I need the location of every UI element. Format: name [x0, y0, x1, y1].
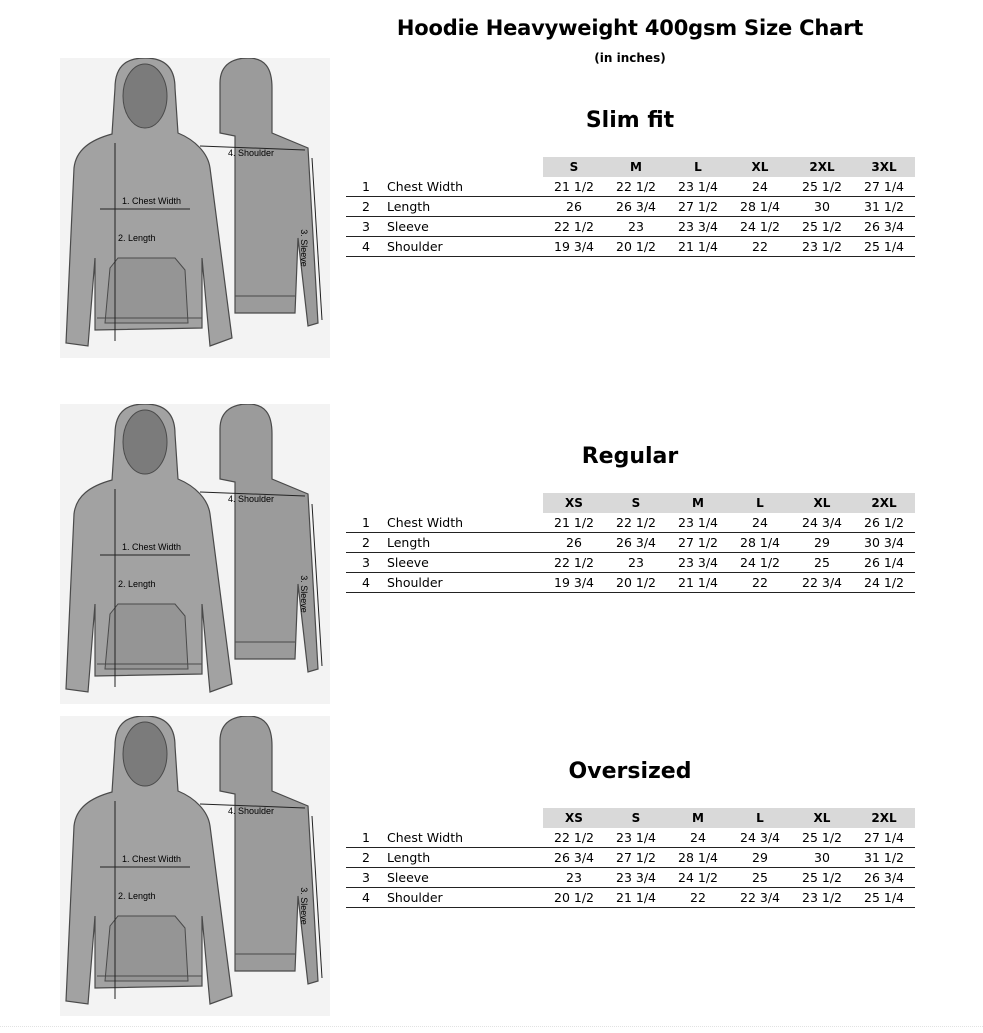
row-number: 3	[346, 553, 386, 573]
table-cell: 26 3/4	[853, 868, 915, 888]
shoulder-label: 4. Shoulder	[228, 494, 275, 504]
table-cell: 23	[605, 553, 667, 573]
row-number: 4	[346, 237, 386, 257]
row-label: Sleeve	[386, 868, 543, 888]
table-cell: 24 3/4	[791, 513, 853, 533]
length-label: 2. Length	[118, 233, 156, 243]
table-cell: 25 1/2	[791, 177, 853, 197]
shoulder-label: 4. Shoulder	[228, 148, 275, 158]
size-header: 2XL	[853, 808, 915, 828]
length-label: 2. Length	[118, 891, 156, 901]
table-cell: 19 3/4	[543, 237, 605, 257]
size-header: XL	[791, 808, 853, 828]
hoodie-measurement-icon	[60, 58, 330, 358]
row-label: Length	[386, 848, 543, 868]
header-blank	[346, 493, 386, 513]
sleeve-label: 3. Sleeve	[298, 229, 309, 267]
table-cell: 25	[791, 553, 853, 573]
table-cell: 26 1/4	[853, 553, 915, 573]
table-cell: 20 1/2	[543, 888, 605, 908]
table-row	[346, 237, 915, 257]
page-subtitle: (in inches)	[594, 51, 666, 65]
row-number: 3	[346, 217, 386, 237]
size-header: S	[605, 493, 667, 513]
section-title: Oversized	[568, 759, 692, 784]
table-cell: 25 1/2	[791, 868, 853, 888]
table-row	[346, 513, 915, 533]
table-header-row	[346, 157, 915, 177]
size-table	[346, 808, 915, 908]
table-cell: 27 1/2	[605, 848, 667, 868]
table-cell: 26	[543, 533, 605, 553]
table-cell: 22 1/2	[543, 217, 605, 237]
page-title: Hoodie Heavyweight 400gsm Size Chart	[396, 16, 864, 40]
header-blank	[386, 157, 543, 177]
table-cell: 23 1/4	[605, 828, 667, 848]
table-cell: 30	[791, 848, 853, 868]
table-cell: 26 1/2	[853, 513, 915, 533]
hoodie-diagram	[60, 58, 330, 358]
size-header: XS	[543, 808, 605, 828]
table-cell: 22	[729, 573, 791, 593]
table-header-row	[346, 808, 915, 828]
table-cell: 19 3/4	[543, 573, 605, 593]
table-cell: 27 1/4	[853, 828, 915, 848]
size-table	[346, 157, 915, 257]
row-number: 1	[346, 513, 386, 533]
chest-label: 1. Chest Width	[122, 854, 182, 864]
size-header: S	[543, 157, 605, 177]
table-cell: 23 1/4	[667, 513, 729, 533]
table-cell: 28 1/4	[729, 533, 791, 553]
shoulder-label: 4. Shoulder	[228, 806, 275, 816]
table-cell: 28 1/4	[729, 197, 791, 217]
section-title: Regular	[581, 444, 679, 469]
table-cell: 26 3/4	[605, 197, 667, 217]
table-cell: 24 3/4	[729, 828, 791, 848]
row-label: Shoulder	[386, 237, 543, 257]
size-header: XL	[791, 493, 853, 513]
table-row	[346, 848, 915, 868]
header-blank	[346, 157, 386, 177]
size-header: L	[667, 157, 729, 177]
table-row	[346, 197, 915, 217]
size-header: L	[729, 493, 791, 513]
row-number: 1	[346, 828, 386, 848]
table-row	[346, 888, 915, 908]
table-cell: 23 3/4	[605, 868, 667, 888]
size-header: M	[605, 157, 667, 177]
table-cell: 28 1/4	[667, 848, 729, 868]
table-cell: 25	[729, 868, 791, 888]
table-cell: 24	[729, 177, 791, 197]
size-header: L	[729, 808, 791, 828]
size-header: 2XL	[853, 493, 915, 513]
table-row	[346, 828, 915, 848]
table-cell: 22 1/2	[605, 513, 667, 533]
size-header: 3XL	[853, 157, 915, 177]
table-cell: 23 1/2	[791, 237, 853, 257]
table-cell: 29	[791, 533, 853, 553]
row-number: 1	[346, 177, 386, 197]
table-cell: 22 1/2	[543, 553, 605, 573]
table-cell: 22	[729, 237, 791, 257]
table-cell: 24	[667, 828, 729, 848]
table-cell: 26 3/4	[605, 533, 667, 553]
chest-label: 1. Chest Width	[122, 542, 182, 552]
table-cell: 20 1/2	[605, 237, 667, 257]
table-cell: 22 1/2	[543, 828, 605, 848]
header-blank	[346, 808, 386, 828]
table-cell: 26 3/4	[853, 217, 915, 237]
row-label: Sleeve	[386, 553, 543, 573]
size-header: XS	[543, 493, 605, 513]
table-cell: 23	[543, 868, 605, 888]
table-cell: 20 1/2	[605, 573, 667, 593]
section-title: Slim fit	[585, 108, 675, 133]
table-header-row	[346, 493, 915, 513]
hoodie-measurement-icon	[60, 404, 330, 704]
table-cell: 22 3/4	[729, 888, 791, 908]
size-header: M	[667, 808, 729, 828]
size-header: XL	[729, 157, 791, 177]
table-cell: 21 1/4	[605, 888, 667, 908]
sleeve-label: 3. Sleeve	[298, 575, 309, 613]
table-cell: 24 1/2	[729, 217, 791, 237]
row-number: 2	[346, 533, 386, 553]
table-row	[346, 177, 915, 197]
table-cell: 26	[543, 197, 605, 217]
table-cell: 24 1/2	[853, 573, 915, 593]
table-cell: 21 1/2	[543, 513, 605, 533]
row-number: 2	[346, 197, 386, 217]
row-number: 2	[346, 848, 386, 868]
row-label: Chest Width	[386, 828, 543, 848]
table-cell: 27 1/2	[667, 197, 729, 217]
table-cell: 24 1/2	[729, 553, 791, 573]
table-cell: 31 1/2	[853, 848, 915, 868]
row-label: Length	[386, 533, 543, 553]
row-label: Shoulder	[386, 888, 543, 908]
header-blank	[386, 493, 543, 513]
length-label: 2. Length	[118, 579, 156, 589]
size-header: S	[605, 808, 667, 828]
table-cell: 25 1/4	[853, 888, 915, 908]
hoodie-measurement-icon	[60, 716, 330, 1016]
table-cell: 27 1/4	[853, 177, 915, 197]
table-cell: 21 1/4	[667, 237, 729, 257]
table-cell: 22	[667, 888, 729, 908]
table-row	[346, 217, 915, 237]
row-number: 4	[346, 888, 386, 908]
row-number: 4	[346, 573, 386, 593]
row-label: Chest Width	[386, 177, 543, 197]
table-cell: 21 1/2	[543, 177, 605, 197]
table-cell: 23 1/4	[667, 177, 729, 197]
table-cell: 24	[729, 513, 791, 533]
table-cell: 31 1/2	[853, 197, 915, 217]
row-label: Sleeve	[386, 217, 543, 237]
table-row	[346, 868, 915, 888]
table-cell: 23 3/4	[667, 553, 729, 573]
table-cell: 24 1/2	[667, 868, 729, 888]
row-number: 3	[346, 868, 386, 888]
table-cell: 30	[791, 197, 853, 217]
table-cell: 26 3/4	[543, 848, 605, 868]
row-label: Shoulder	[386, 573, 543, 593]
table-cell: 22 3/4	[791, 573, 853, 593]
table-cell: 23 3/4	[667, 217, 729, 237]
table-row	[346, 553, 915, 573]
table-cell: 27 1/2	[667, 533, 729, 553]
hoodie-diagram	[60, 716, 330, 1016]
page-bottom-divider	[0, 1026, 983, 1028]
hoodie-diagram	[60, 404, 330, 704]
size-header: 2XL	[791, 157, 853, 177]
sleeve-label: 3. Sleeve	[298, 887, 309, 925]
size-header: M	[667, 493, 729, 513]
table-cell: 21 1/4	[667, 573, 729, 593]
table-cell: 25 1/4	[853, 237, 915, 257]
table-row	[346, 573, 915, 593]
table-row	[346, 533, 915, 553]
table-cell: 25 1/2	[791, 828, 853, 848]
table-cell: 23	[605, 217, 667, 237]
size-table	[346, 493, 915, 593]
row-label: Chest Width	[386, 513, 543, 533]
chest-label: 1. Chest Width	[122, 196, 182, 206]
table-cell: 30 3/4	[853, 533, 915, 553]
table-cell: 22 1/2	[605, 177, 667, 197]
table-cell: 23 1/2	[791, 888, 853, 908]
row-label: Length	[386, 197, 543, 217]
table-cell: 25 1/2	[791, 217, 853, 237]
table-cell: 29	[729, 848, 791, 868]
header-blank	[386, 808, 543, 828]
